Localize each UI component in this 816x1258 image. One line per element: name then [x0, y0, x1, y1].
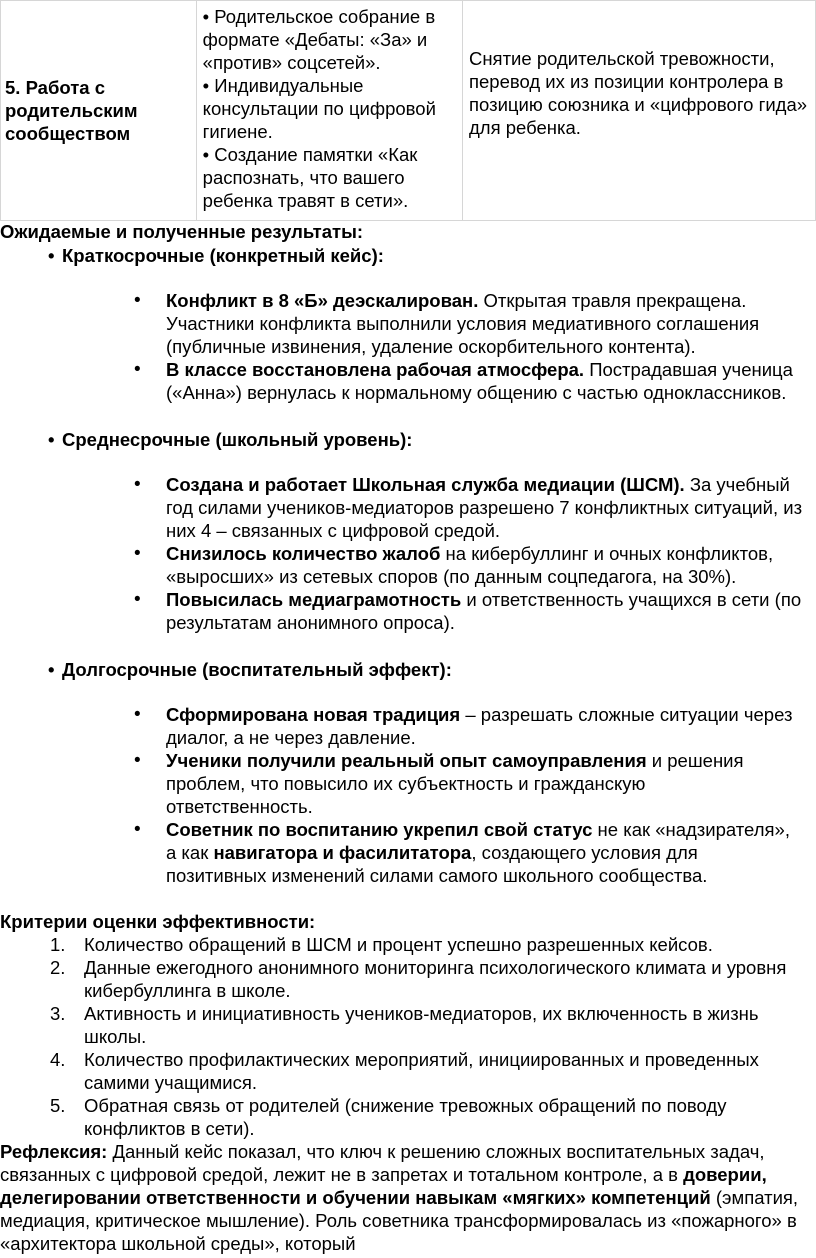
activity-item: • Индивидуальные консультации по цифровой гигиене.: [202, 75, 436, 142]
reflection-paragraph: Рефлексия: Данный кейс показал, что ключ к решению сложных воспитательных задач, связанных с цифровой средой, лежит не в запретах и тотальном контроле, а в доверии, делегировании ответственности и обучении навыкам «мягких» компетенций (эмпатия, медиация, критическое мышление). Роль советника трансформировалась из «пожарного» в «архитектора школьной среды», который: [0, 1141, 799, 1254]
activity-item: • Родительское собрание в формате «Дебаты: «За» и «против» соцсетей».: [202, 6, 436, 73]
list-item: • В классе восстановлена рабочая атмосфера. Пострадавшая ученица («Анна») вернулась к нормальному общению с частью одноклассников.: [166, 358, 816, 404]
list-item: • Снизилось количество жалоб на кибербуллинг и очных конфликтов, «выросших» из сетевых споров (по данным соцпедагога, на 30%).: [166, 542, 816, 588]
long-term-title: • Долгосрочные (воспитательный эффект):: [48, 659, 452, 680]
activity-item: • Создание памятки «Как распознать, что вашего ребенка травят в сети».: [202, 144, 418, 211]
mid-term-title: • Среднесрочные (школьный уровень):: [48, 429, 413, 450]
list-item: • Сформирована новая традиция – разрешать сложные ситуации через диалог, а не через давление.: [166, 703, 796, 749]
table-cell-direction: 5. Работа с родительским сообществом: [1, 1, 197, 221]
mid-term-list: [166, 473, 816, 634]
criteria-heading: Критерии оценки эффективности:: [0, 911, 316, 932]
criteria-list: [50, 933, 816, 1140]
list-item: • Создана и работает Школьная служба медиации (ШСМ). За учебный год силами учеников-медиаторов разрешено 7 конфликтных ситуаций, из них 4 – связанных с цифровой средой.: [166, 473, 816, 542]
list-item: • Советник по воспитанию укрепил свой статус не как «надзирателя», а как навигатора и фасилитатора, создающего условия для позитивных изменений силами самого школьного сообщества.: [166, 818, 796, 887]
work-table: [0, 0, 816, 221]
long-term-list: [166, 703, 796, 887]
table-cell-activities: [196, 1, 462, 221]
list-item: 5. Обратная связь от родителей (снижение тревожных обращений по поводу конфликтов в сети).: [50, 1095, 727, 1139]
list-item: 3. Активность и инициативность учеников-медиаторов, их включенность в жизнь школы.: [50, 1003, 759, 1047]
list-item: • Повысилась медиаграмотность и ответственность учащихся в сети (по результатам анонимного опроса).: [166, 588, 816, 634]
results-heading: Ожидаемые и полученные результаты:: [0, 221, 364, 242]
list-item: 1. Количество обращений в ШСМ и процент успешно разрешенных кейсов.: [50, 934, 713, 955]
list-item: 4. Количество профилактических мероприятий, инициированных и проведенных самими учащимися.: [50, 1049, 759, 1093]
list-item: • Конфликт в 8 «Б» деэскалирован. Открытая травля прекращена. Участники конфликта выполнили условия медиативного соглашения (публичные извинения, удаление оскорбительного контента).: [166, 289, 816, 358]
table-row: [1, 1, 816, 221]
list-item: • Ученики получили реальный опыт самоуправления и решения проблем, что повысило их субъектность и гражданскую ответственность.: [166, 749, 796, 818]
list-item: 2. Данные ежегодного анонимного мониторинга психологического климата и уровня кибербуллинга в школе.: [50, 957, 787, 1001]
short-term-list: [166, 289, 816, 404]
result-text: Снятие родительской тревожности, перевод их из позиции контролера в позицию союзника и «цифрового гида» для ребенка.: [468, 47, 808, 138]
short-term-title: • Краткосрочные (конкретный кейс):: [48, 245, 384, 266]
table-cell-result: [462, 1, 815, 221]
